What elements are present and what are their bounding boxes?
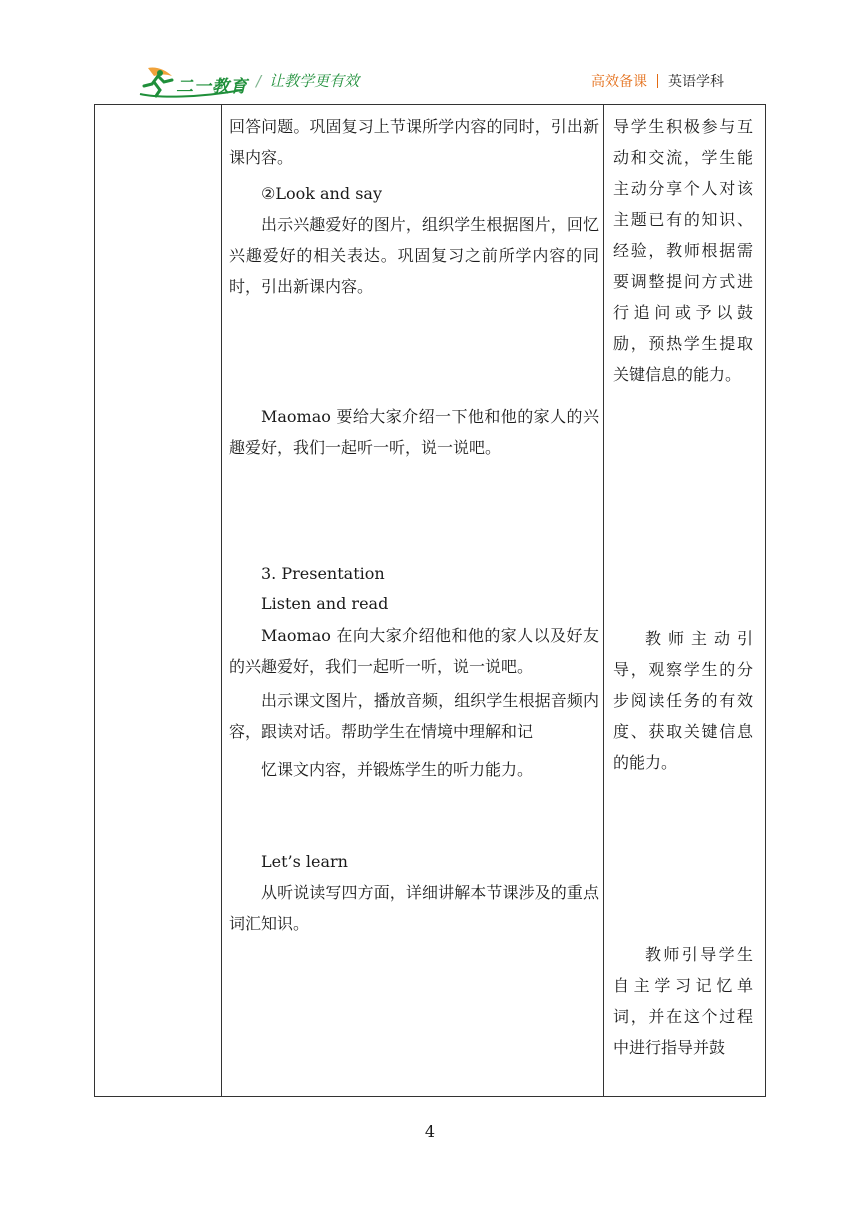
page-header <box>0 0 860 100</box>
paragraph: 教师主动引导，观察学生的分步阅读任务的有效度、获取关键信息的能力。 <box>613 629 753 772</box>
paragraph: 出示兴趣爱好的图片，组织学生根据图片，回忆兴趣爱好的相关表达。巩固复习之前所学内容的同时，引出新课内容。 <box>229 215 599 296</box>
column-divider <box>221 105 222 1096</box>
paragraph: ②Look and say <box>261 184 382 203</box>
paragraph: 出示课文图片，播放音频，组织学生根据音频内容，跟读对话。帮助学生在情境中理解和记 <box>229 691 599 741</box>
paragraph: 回答问题。巩固复习上节课所学内容的同时，引出新课内容。 <box>229 117 599 167</box>
header-slogan <box>256 70 359 91</box>
column-divider <box>603 105 604 1096</box>
section-subheading: Listen and read <box>261 594 389 613</box>
header-prep-label: 高效备课 <box>591 74 647 90</box>
lesson-table <box>94 104 766 1097</box>
section-subheading: Let’s learn <box>261 852 348 871</box>
paragraph: 导学生积极参与互动和交流，学生能主动分享个人对该主题已有的知识、经验，教师根据需要调整提问方式进行追问或予以鼓励，预热学生提取关键信息的能力。 <box>613 117 753 384</box>
logo-text: 二一教育 <box>176 77 248 97</box>
paragraph: Maomao 在向大家介绍他和他的家人以及好友的兴趣爱好，我们一起听一听，说一说吧。 <box>229 626 599 676</box>
header-subject-label: 英语学科 <box>668 74 724 90</box>
header-divider <box>657 74 658 88</box>
slogan-text: 让教学更有效 <box>269 72 360 90</box>
paragraph: 忆课文内容，并锻炼学生的听力能力。 <box>261 760 534 779</box>
section-heading: 3. Presentation <box>261 564 385 583</box>
page-number: 4 <box>424 1122 436 1141</box>
paragraph: 教师引导学生自主学习记忆单词，并在这个过程中进行指导并鼓 <box>613 945 753 1057</box>
slash-divider: / <box>256 72 262 90</box>
header-subject <box>591 71 724 91</box>
paragraph: 从听说读写四方面，详细讲解本节课涉及的重点词汇知识。 <box>229 883 599 933</box>
paragraph: Maomao 要给大家介绍一下他和他的家人的兴趣爱好，我们一起听一听，说一说吧。 <box>229 407 599 457</box>
